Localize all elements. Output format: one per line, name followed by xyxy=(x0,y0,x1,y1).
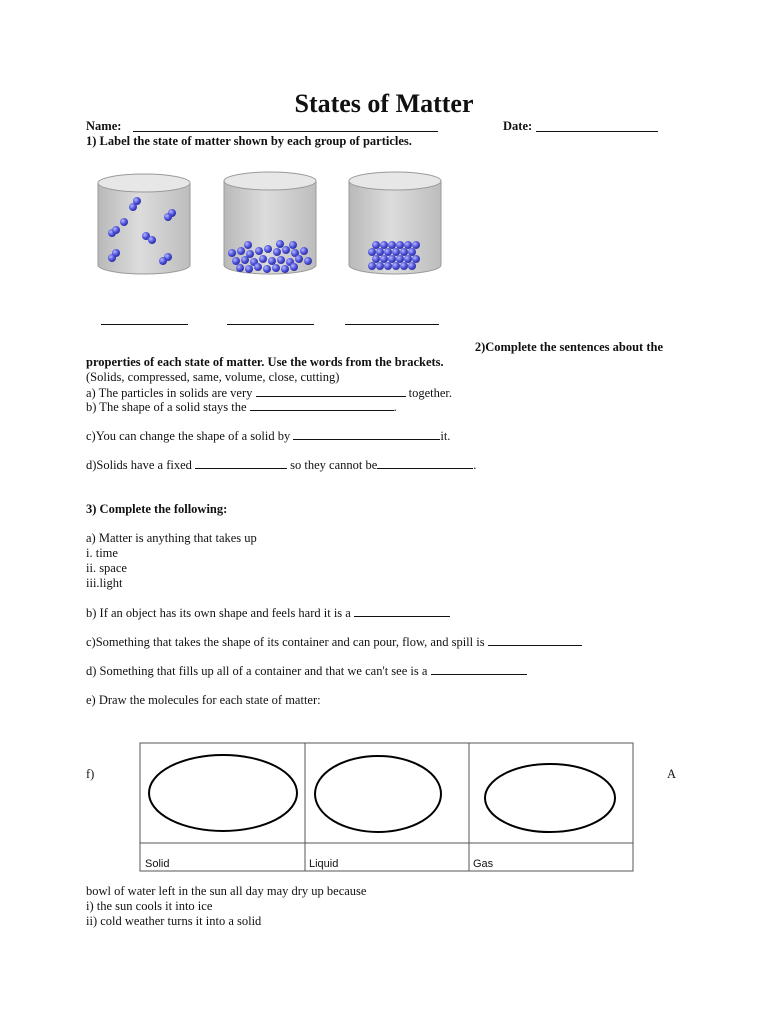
q1-prompt: 1) Label the state of matter shown by each group of particles. xyxy=(86,134,412,148)
q2-c-blank[interactable] xyxy=(293,428,440,440)
q3-c: c)Something that takes the shape of its container and can pour, flow, and spill is xyxy=(86,634,582,650)
table-label-solid: Solid xyxy=(145,858,170,870)
table-label-gas: Gas xyxy=(473,858,494,870)
molecule-drawing-table xyxy=(139,742,635,873)
q3-a-option-2: ii. space xyxy=(86,561,127,575)
q3-c-blank[interactable] xyxy=(488,634,582,646)
q2-d: d)Solids have a fixed so they cannot be . xyxy=(86,458,477,472)
q3-b: b) If an object has its own shape and feels hard it is a xyxy=(86,605,450,621)
q2-d-blank-2[interactable] xyxy=(377,457,473,469)
label-blank-2[interactable] xyxy=(227,324,314,325)
particle-containers xyxy=(90,165,460,285)
q3-d: d) Something that fills up all of a container and that we can't see is a xyxy=(86,663,527,679)
q2-c: c)You can change the shape of a solid by it. xyxy=(86,429,451,443)
page-title: States of Matter xyxy=(294,89,474,118)
q2-a: a) The particles in solids are very together. xyxy=(86,386,453,400)
q3-a-option-1: i. time xyxy=(86,546,118,560)
date-field-line[interactable] xyxy=(536,131,658,132)
q2-prompt-start: 2)Complete the sentences about the xyxy=(474,340,663,354)
q2-b-blank[interactable] xyxy=(250,399,394,411)
q3-f-side-text: A xyxy=(667,767,677,781)
container-gas-particles xyxy=(98,174,190,274)
container-liquid-particles xyxy=(224,172,316,274)
word-bank: (Solids, compressed, same, volume, close, cutting) xyxy=(86,370,340,384)
q2-prompt-end: properties of each state of matter. Use the words from the brackets. xyxy=(86,355,444,369)
q2-a-blank[interactable] xyxy=(256,385,406,397)
table-label-liquid: Liquid xyxy=(309,858,339,870)
q3-prompt: 3) Complete the following: xyxy=(86,502,228,516)
q3-d-blank[interactable] xyxy=(431,663,527,675)
q2-d-blank-1[interactable] xyxy=(195,457,287,469)
name-label: Name: xyxy=(86,119,122,133)
q3-continuation: bowl of water left in the sun all day may dry up because xyxy=(86,884,367,898)
label-blank-3[interactable] xyxy=(345,324,439,325)
name-field-line[interactable] xyxy=(133,131,438,132)
container-solid-particles xyxy=(349,172,441,274)
q3-e: e) Draw the molecules for each state of matter: xyxy=(86,693,321,707)
date-label: Date: xyxy=(503,119,533,133)
q2-b: b) The shape of a solid stays the . xyxy=(86,400,397,414)
q3-option-1: i) the sun cools it into ice xyxy=(86,899,213,913)
q3-f-label: f) xyxy=(86,767,95,781)
q3-option-2: ii) cold weather turns it into a solid xyxy=(86,914,262,928)
q3-a-option-3: iii.light xyxy=(86,576,123,590)
q3-b-blank[interactable] xyxy=(354,605,450,617)
q3-a: a) Matter is anything that takes up xyxy=(86,531,257,545)
label-blank-1[interactable] xyxy=(101,324,188,325)
